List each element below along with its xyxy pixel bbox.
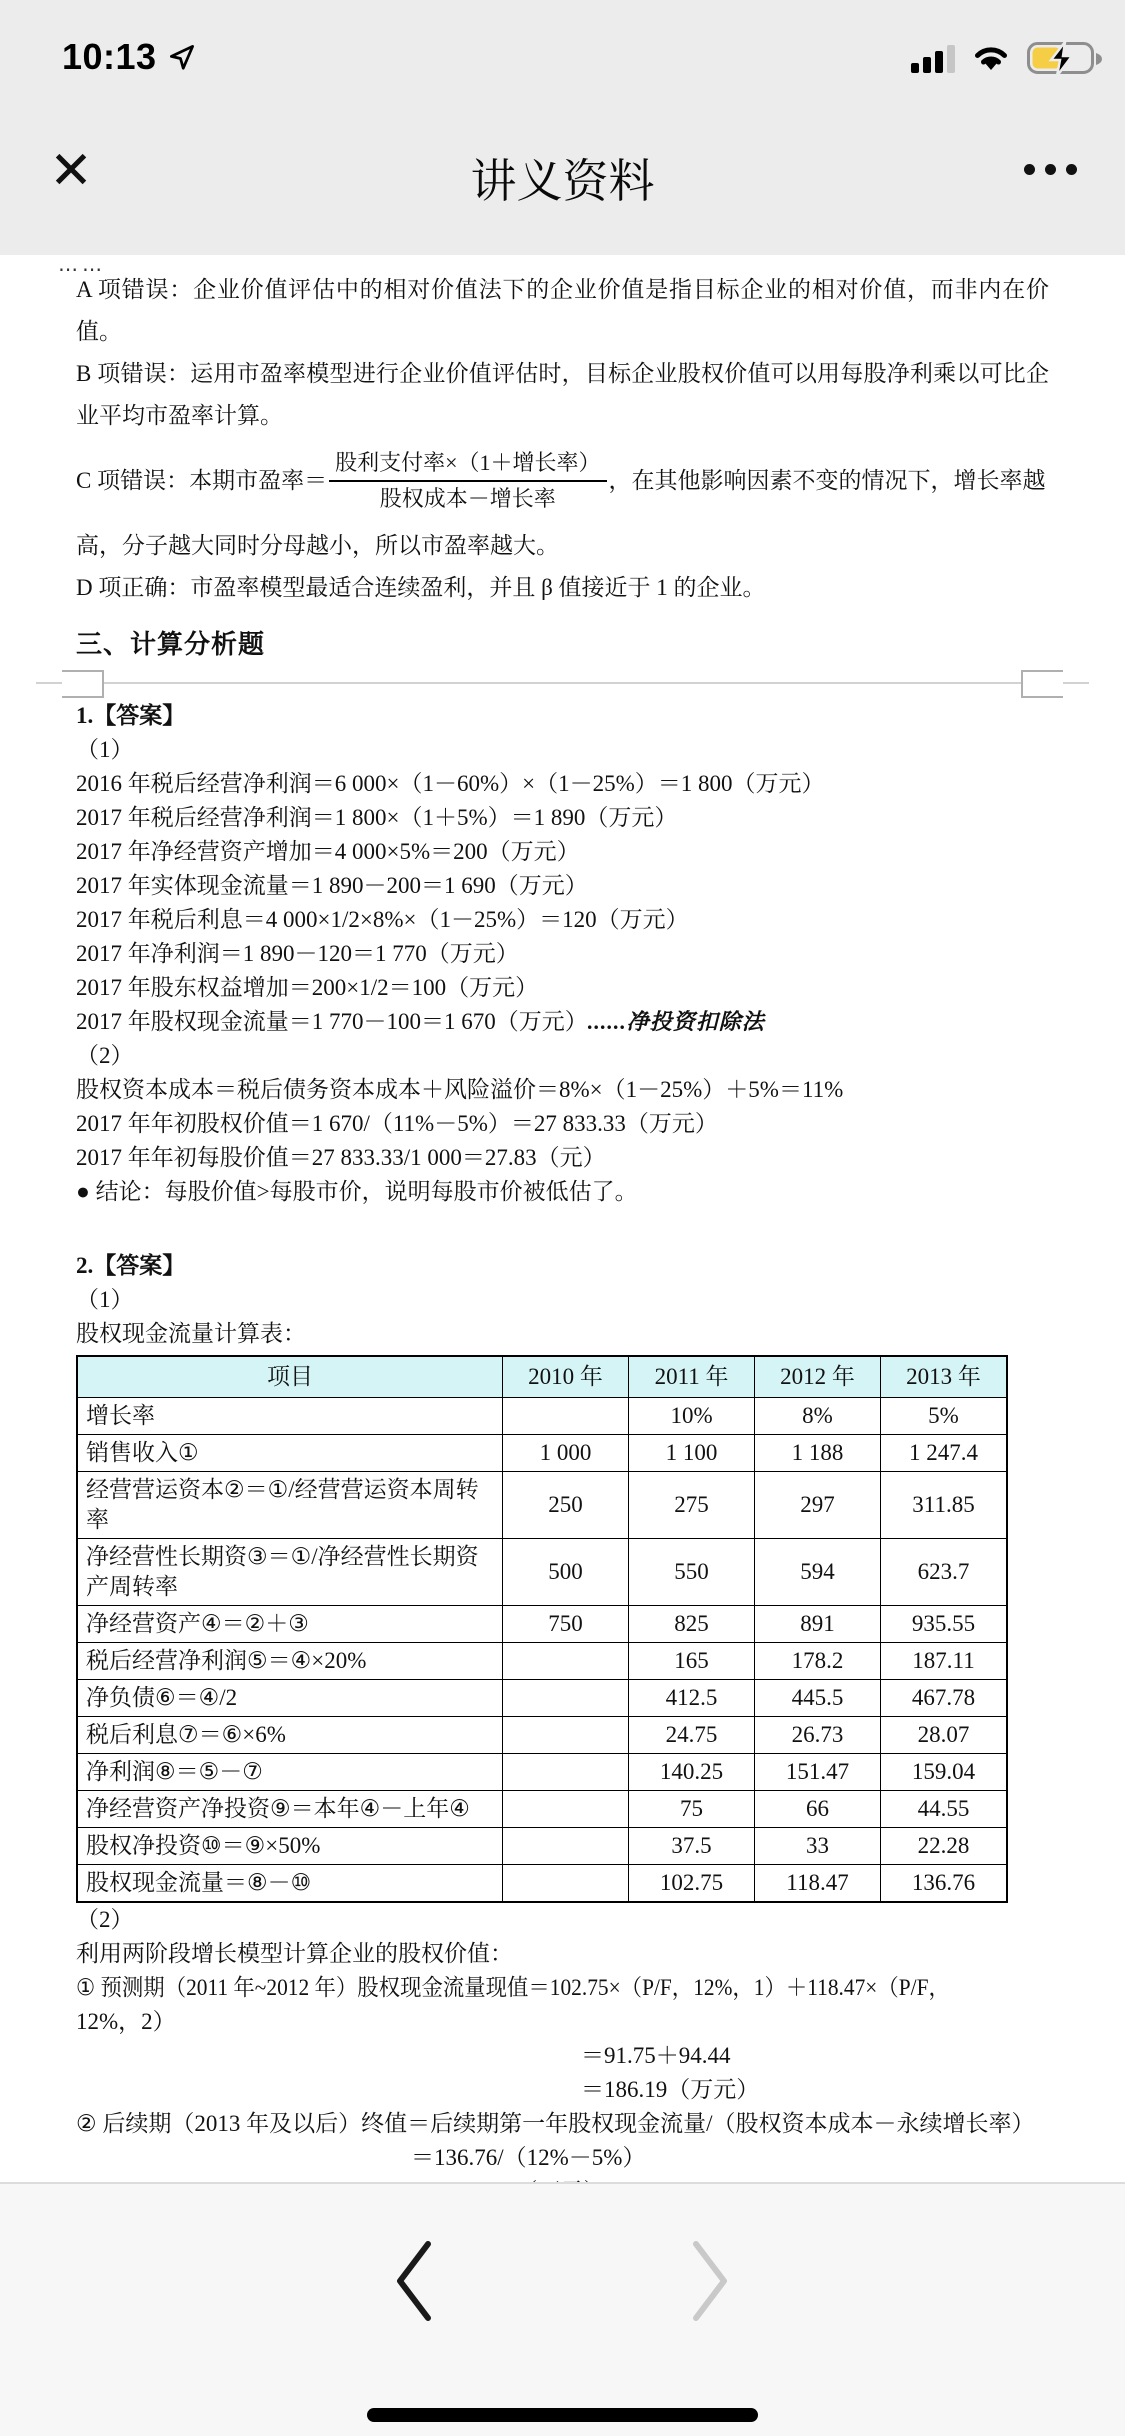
value-cell: 5%	[881, 1398, 1008, 1435]
next-page-button[interactable]	[676, 2236, 746, 2326]
answer-line: 2017 年税后经营净利润＝1 800×（1＋5%）＝1 890（万元）	[76, 805, 678, 830]
value-cell	[503, 1398, 629, 1435]
value-cell	[503, 1643, 629, 1680]
dot	[1045, 164, 1056, 175]
status-icons	[911, 42, 1097, 74]
intro-line: A 项错误：企业价值评估中的相对价值法下的企业价值是指目标企业的相对价值，而非内在价值。	[76, 277, 1049, 344]
pager-footer	[0, 2182, 1125, 2436]
value-cell: 1 247.4	[881, 1435, 1008, 1472]
value-cell: 165	[629, 1643, 755, 1680]
answer-line: 2017 年实体现金流量＝1 890－200＝1 690（万元）	[76, 873, 588, 898]
table-row	[77, 1865, 1007, 1903]
value-cell: 28.07	[881, 1717, 1008, 1754]
row-label-cell: 股权现金流量＝⑧－⑩	[77, 1865, 503, 1903]
battery-charging-icon	[1027, 42, 1097, 74]
value-cell: 33	[755, 1828, 881, 1865]
value-cell: 550	[629, 1539, 755, 1606]
row-label-cell: 净负债⑥＝④/2	[77, 1680, 503, 1717]
value-cell: 159.04	[881, 1754, 1008, 1791]
nav-header	[0, 100, 1125, 255]
dot	[1024, 164, 1035, 175]
row-label-cell: 股权净投资⑩＝⑨×50%	[77, 1828, 503, 1865]
value-cell: 467.78	[881, 1680, 1008, 1717]
table-row	[77, 1435, 1007, 1472]
intro-line: D 项正确：市盈率模型最适合连续盈利，并且 β 值接近于 1 的企业。	[76, 575, 766, 600]
chevron-left-icon	[390, 2238, 436, 2324]
answer-line: 1.【答案】	[76, 703, 186, 728]
value-cell: 102.75	[629, 1865, 755, 1903]
answer-line: 2017 年税后利息＝4 000×1/2×8%×（1－25%）＝120（万元）	[76, 907, 689, 932]
value-cell: 8%	[755, 1398, 881, 1435]
value-cell: 10%	[629, 1398, 755, 1435]
intro-paragraphs	[76, 269, 1049, 609]
table-header-cell: 2012 年	[755, 1356, 881, 1398]
value-cell: 297	[755, 1472, 881, 1539]
chevron-right-icon	[688, 2238, 734, 2324]
value-cell: 187.11	[881, 1643, 1008, 1680]
answer-line: ＝136.76/（12%－5%）	[411, 2145, 646, 2170]
value-cell	[503, 1754, 629, 1791]
value-cell	[503, 1828, 629, 1865]
row-label-cell: 净经营资产④＝②＋③	[77, 1606, 503, 1643]
answer-line: 2017 年股权现金流量＝1 770－100＝1 670（万元）......净投资扣除法	[76, 1009, 765, 1034]
clock-text: 10:13	[62, 36, 157, 77]
status-bar	[0, 0, 1125, 100]
document-view[interactable]	[0, 255, 1125, 2184]
row-label-cell: 经营营运资本②＝①/经营营运资本周转率	[77, 1472, 503, 1539]
page-title: 讲义资料	[470, 154, 655, 207]
answer1-block	[76, 699, 1049, 1209]
table-header-cell: 2011 年	[629, 1356, 755, 1398]
row-label-cell: 净经营性长期资③＝①/净经营性长期资产周转率	[77, 1539, 503, 1606]
page-break-mark	[36, 667, 1089, 699]
row-label-cell: 税后经营净利润⑤＝④×20%	[77, 1643, 503, 1680]
table-row	[77, 1717, 1007, 1754]
value-cell: 75	[629, 1791, 755, 1828]
location-arrow-icon	[167, 42, 197, 72]
answer-line: （1）	[76, 1287, 134, 1312]
more-menu-button[interactable]	[1016, 156, 1085, 183]
answer-line: 2016 年税后经营净利润＝6 000×（1－60%）×（1－25%）＝1 800（万元）	[76, 771, 825, 796]
cellular-signal-icon	[911, 43, 955, 73]
answer-line: （1）	[76, 737, 134, 762]
value-cell: 250	[503, 1472, 629, 1539]
table-row	[77, 1472, 1007, 1539]
value-cell: 311.85	[881, 1472, 1008, 1539]
dot	[1066, 164, 1077, 175]
table-row	[77, 1606, 1007, 1643]
answer-line: （2）	[76, 1043, 134, 1068]
fraction: $\frac{\text{股利支付率×（1＋增长率）}}{\text{股权成本－增长率}}$	[329, 448, 606, 514]
row-label-cell: 净利润⑧＝⑤－⑦	[77, 1754, 503, 1791]
table-row	[77, 1680, 1007, 1717]
answer-line: 2017 年年初每股价值＝27 833.33/1 000＝27.83（元）	[76, 1145, 606, 1170]
answer-line: 12%，2）	[76, 2009, 176, 2034]
answer-line: ① 预测期（2011 年~2012 年）股权现金流量现值＝102.75×（P/F，12%，1）＋118.47×（P/F，	[76, 1975, 950, 2000]
answer2-heading-block	[76, 1249, 1049, 1351]
table-header-cell: 2010 年	[503, 1356, 629, 1398]
value-cell: 1 100	[629, 1435, 755, 1472]
close-button[interactable]: ✕	[49, 142, 93, 200]
answer-line: ② 后续期（2013 年及以后）终值＝后续期第一年股权现金流量/（股权资本成本－永续增长率）	[76, 2111, 1035, 2136]
value-cell: 44.55	[881, 1791, 1008, 1828]
answer-line: 利用两阶段增长模型计算企业的股权价值：	[76, 1941, 513, 1966]
value-cell: 1 000	[503, 1435, 629, 1472]
value-cell: 825	[629, 1606, 755, 1643]
equity-cashflow-table	[76, 1355, 1008, 1903]
value-cell: 275	[629, 1472, 755, 1539]
value-cell	[503, 1680, 629, 1717]
value-cell: 623.7	[881, 1539, 1008, 1606]
value-cell: 935.55	[881, 1606, 1008, 1643]
status-time	[62, 36, 197, 78]
answer-line: （2）	[76, 1907, 134, 1932]
table-header-cell: 项目	[77, 1356, 503, 1398]
row-label-cell: 增长率	[77, 1398, 503, 1435]
table-row	[77, 1791, 1007, 1828]
value-cell: 66	[755, 1791, 881, 1828]
answer-line: 股权现金流量计算表：	[76, 1321, 306, 1346]
answer-line: 2017 年股东权益增加＝200×1/2＝100（万元）	[76, 975, 539, 1000]
answer-line: ＝186.19（万元）	[581, 2077, 760, 2102]
value-cell: 37.5	[629, 1828, 755, 1865]
section-heading: 三、计算分析题	[76, 630, 266, 660]
value-cell: 26.73	[755, 1717, 881, 1754]
row-label-cell: 税后利息⑦＝⑥×6%	[77, 1717, 503, 1754]
table-row	[77, 1828, 1007, 1865]
value-cell: 136.76	[881, 1865, 1008, 1903]
intro-line: C 项错误：本期市盈率＝ $\frac{\text{股利支付率×（1＋增长率）}}{\text{股权成本－增长率}}$ ，在其他影响因素不变的情况下，增长率越	[76, 437, 1049, 525]
value-cell: 500	[503, 1539, 629, 1606]
answer-line: 股权资本成本＝税后债务资本成本＋风险溢价＝8%×（1－25%）＋5%＝11%	[76, 1077, 844, 1102]
value-cell: 1 188	[755, 1435, 881, 1472]
table-row	[77, 1539, 1007, 1606]
answer-line: 2017 年年初股权价值＝1 670/（11%－5%）＝27 833.33（万元）	[76, 1111, 718, 1136]
wifi-icon	[969, 42, 1013, 74]
answer-line: 2.【答案】	[76, 1253, 186, 1278]
answer2-calculation-block	[76, 1903, 1049, 2209]
value-cell	[503, 1865, 629, 1903]
table-row	[77, 1643, 1007, 1680]
answer-line: 2017 年净利润＝1 890－120＝1 770（万元）	[76, 941, 519, 966]
value-cell: 750	[503, 1606, 629, 1643]
answer-line: ● 结论：每股价值>每股市价，说明每股市价被低估了。	[76, 1179, 638, 1204]
table-row	[77, 1398, 1007, 1435]
table-header-cell: 2013 年	[881, 1356, 1008, 1398]
value-cell: 412.5	[629, 1680, 755, 1717]
value-cell: 24.75	[629, 1717, 755, 1754]
table-row	[77, 1754, 1007, 1791]
home-indicator[interactable]	[367, 2408, 758, 2422]
value-cell	[503, 1791, 629, 1828]
table-header-row	[77, 1356, 1007, 1398]
value-cell: 140.25	[629, 1754, 755, 1791]
answer-line: 2017 年净经营资产增加＝4 000×5%＝200（万元）	[76, 839, 580, 864]
value-cell: 891	[755, 1606, 881, 1643]
value-cell: 118.47	[755, 1865, 881, 1903]
row-label-cell: 销售收入①	[77, 1435, 503, 1472]
previous-page-button[interactable]	[378, 2236, 448, 2326]
intro-line: B 项错误：运用市盈率模型进行企业价值评估时，目标企业股权价值可以用每股净利乘以可比企业平均市盈率计算。	[76, 361, 1049, 428]
value-cell: 151.47	[755, 1754, 881, 1791]
value-cell: 178.2	[755, 1643, 881, 1680]
value-cell: 445.5	[755, 1680, 881, 1717]
value-cell	[503, 1717, 629, 1754]
intro-line: 高，分子越大同时分母越小，所以市盈率越大。	[76, 533, 559, 558]
value-cell: 594	[755, 1539, 881, 1606]
handwritten-annotation: ......净投资扣除法	[587, 1009, 765, 1034]
row-label-cell: 净经营资产净投资⑨＝本年④－上年④	[77, 1791, 503, 1828]
value-cell: 22.28	[881, 1828, 1008, 1865]
answer-line: ＝91.75＋94.44	[581, 2043, 731, 2068]
clipped-previous-line: ⋯⋯	[58, 259, 106, 281]
